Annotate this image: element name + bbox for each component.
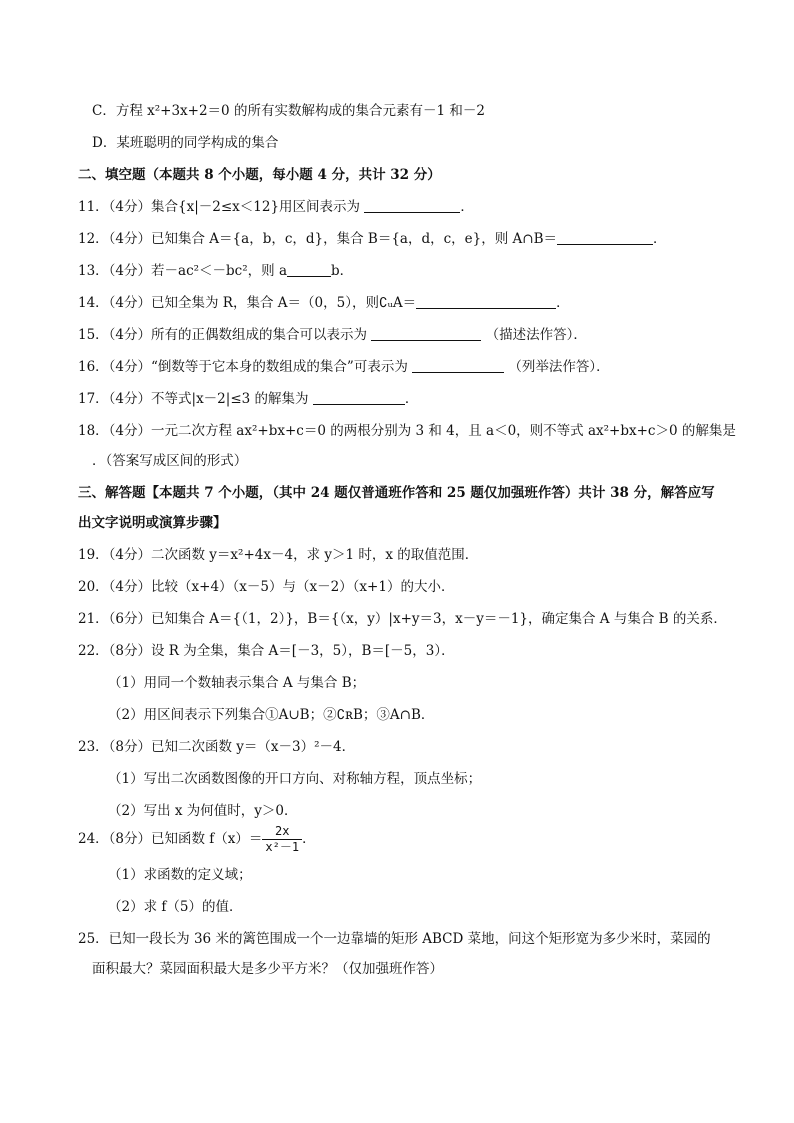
option-c: C．方程 x²+3x+2＝0 的所有实数解构成的集合元素有－1 和－2	[92, 103, 485, 119]
question-16-text: 16．（4分）“倒数等于它本身的数组成的集合”可表示为	[78, 359, 408, 375]
answer-blank	[371, 326, 481, 341]
question-11-end: ．	[460, 199, 474, 215]
fraction	[262, 824, 302, 855]
question-22: 22．（8分）设 R 为全集，集合 A＝[－3，5），B＝[－5，3）．	[78, 643, 455, 659]
fraction-numerator: 2x	[262, 824, 302, 840]
question-16	[78, 358, 610, 376]
answer-blank	[416, 294, 556, 309]
question-16-end: （列举法作答）．	[508, 359, 610, 375]
question-24-part-1: （1）求函数的定义域；	[108, 867, 252, 883]
option-d: D．某班聪明的同学构成的集合	[92, 135, 279, 151]
question-22-part-2: （2）用区间表示下列集合①A∪B；②∁ʀB；③A∩B．	[108, 707, 435, 723]
question-22-part-1: （1）用同一个数轴表示集合 A 与集合 B；	[108, 675, 366, 691]
answer-blank	[364, 198, 460, 213]
question-13	[78, 262, 353, 280]
question-24-end: ．	[302, 831, 316, 847]
question-13-text: 13．（4分）若－ac²＜－bc²，则 a	[78, 263, 287, 279]
question-12	[78, 230, 667, 248]
question-24-text: 24．（8分）已知函数 f（x）＝	[78, 831, 263, 847]
question-14-end: ．	[556, 295, 570, 311]
question-11-text: 11．（4分）集合{x|－2≤x＜12}用区间表示为	[78, 199, 361, 215]
question-25-cont: 面积最大？菜园面积最大是多少平方米？（仅加强班作答）	[92, 961, 443, 977]
question-18: 18．（4分）一元二次方程 ax²+bx+c＝0 的两根分别为 3 和 4，且 a＜0，则不等式 ax²+bx+c＞0 的解集是	[78, 423, 736, 439]
answer-blank	[287, 262, 331, 277]
question-18-cont: ．（答案写成区间的形式）	[92, 453, 248, 469]
question-12-end: ．	[653, 231, 667, 247]
answer-blank	[313, 390, 405, 405]
question-11	[78, 198, 474, 216]
question-23-part-1: （1）写出二次函数图像的开口方向、对称轴方程，顶点坐标；	[108, 771, 482, 787]
question-19: 19．（4分）二次函数 y＝x²+4x－4，求 y＞1 时，x 的取值范围．	[78, 547, 479, 563]
section-3-heading-cont: 出文字说明或演算步骤】	[78, 515, 227, 531]
question-24-part-2: （2）求 f（5）的值．	[108, 899, 243, 915]
question-24	[78, 822, 316, 856]
question-23: 23．（8分）已知二次函数 y＝（x－3）²－4．	[78, 739, 356, 755]
question-12-text: 12．（4分）已知集合 A＝{a，b，c，d}，集合 B＝{a，d，c，e}，则 A∩B＝	[78, 231, 558, 247]
section-2-heading: 二、填空题（本题共 8 个小题，每小题 4 分，共计 32 分）	[78, 167, 441, 183]
question-25: 25．已知一段长为 36 米的篱笆围成一个一边靠墙的矩形 ABCD 菜地，问这个矩形宽为多少米时，菜园的	[78, 931, 711, 947]
question-13-end: b．	[331, 263, 354, 279]
question-17	[78, 390, 418, 408]
question-15-text: 15．（4分）所有的正偶数组成的集合可以表示为	[78, 327, 368, 343]
question-21: 21．（6分）已知集合 A＝{（1，2）}，B＝{（x，y）|x+y＝3，x－y＝－1}，确定集合 A 与集合 B 的关系．	[78, 611, 727, 627]
question-23-part-2: （2）写出 x 为何值时，y＞0．	[108, 803, 298, 819]
question-17-text: 17．（4分）不等式|x－2|≤3 的解集为	[78, 391, 309, 407]
question-20: 20．（4分）比较（x+4）（x－5）与（x－2）（x+1）的大小．	[78, 579, 455, 595]
question-17-end: ．	[404, 391, 419, 407]
question-15	[78, 326, 587, 344]
question-14-text: 14．（4分）已知全集为 R，集合 A＝（0，5），则∁ᵤA＝	[78, 295, 417, 311]
question-14	[78, 294, 570, 312]
question-15-end: （描述法作答）．	[485, 327, 587, 343]
answer-blank	[412, 358, 504, 373]
fraction-denominator: x²－1	[265, 840, 300, 854]
section-3-heading: 三、解答题【本题共 7 个小题，（其中 24 题仅普通班作答和 25 题仅加强班作答）共计 38 分，解答应写	[78, 485, 715, 501]
answer-blank	[557, 230, 653, 245]
